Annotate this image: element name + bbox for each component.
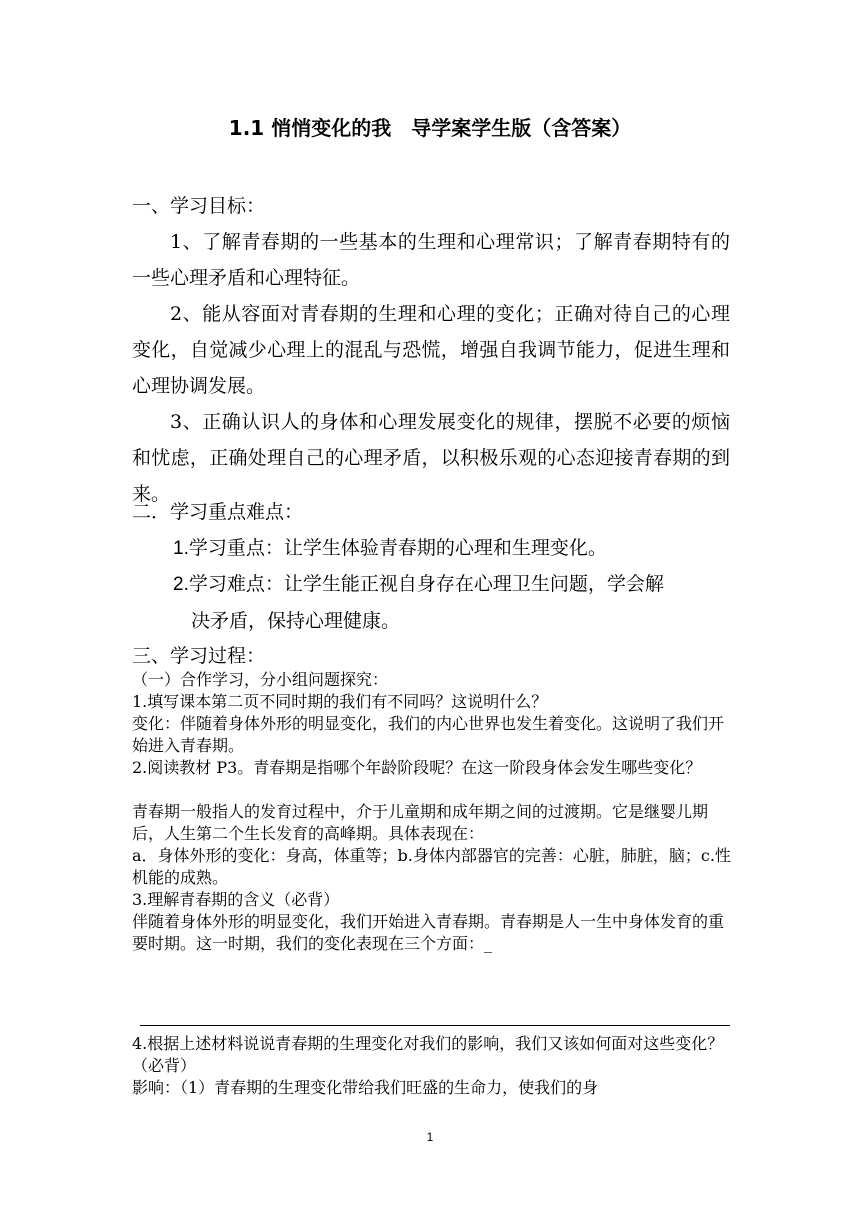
- answer-4: 影响：（1）青春期的生理变化带给我们旺盛的生命力，使我们的身: [132, 1078, 599, 1097]
- question-1: 1.填写课本第二页不同时期的我们有不同吗？这说明什么？: [132, 692, 548, 711]
- answer-2-details: a．身体外形的变化：身高，体重等；b.身体内部器官的完善：心脏，肺脏，脑；c.性机能的成熟。: [132, 846, 731, 887]
- section1-heading: 一、学习目标：: [132, 195, 266, 217]
- document-title: 1.1 悄悄变化的我 导学案学生版（含答案）: [228, 116, 632, 140]
- learning-goal-3: 3、正确认识人的身体和心理发展变化的规律，摆脱不必要的烦恼和忧虑，正确处理自己的心理矛盾，以积极乐观的心态迎接青春期的到来。: [132, 411, 730, 505]
- difficult-point-text: 学习难点：让学生能正视自身存在心理卫生问题，学会解: [188, 573, 664, 595]
- difficult-point-text-continued: 决矛盾，保持心理健康。: [191, 610, 401, 632]
- answer-1: 变化：伴随着身体外形的明显变化，我们的内心世界也发生着变化。这说明了我们开始进入青春期。: [132, 714, 725, 755]
- answer-3: 伴随着身体外形的明显变化，我们开始进入青春期。青春期是人一生中身体发育的重要时期。这一时期，我们的变化表现在三个方面：_: [132, 912, 725, 953]
- subsection-heading: （一）合作学习，分小组问题探究：: [132, 670, 389, 689]
- difficult-point-item: [173, 566, 733, 639]
- fill-in-blank-line: [140, 1025, 730, 1026]
- learning-goal-1: 1、了解青春期的一些基本的生理和心理常识；了解青春期特有的一些心理矛盾和心理特征。: [132, 231, 730, 289]
- question-3: 3.理解青春期的含义（必背）: [132, 890, 340, 909]
- difficult-point-number: 2.: [173, 574, 189, 595]
- question-2: 2.阅读教材 P3。青春期是指哪个年龄阶段呢？在这一阶段身体会发生哪些变化？: [132, 758, 702, 777]
- page-number: 1: [426, 1130, 434, 1144]
- key-point-text: 学习重点：让学生体验青春期的心理和生理变化。: [188, 537, 607, 559]
- answer-2: 青春期一般指人的发育过程中，介于儿童期和成年期之间的过渡期。它是继婴儿期后，人生第二个生长发育的高峰期。具体表现在：: [132, 802, 709, 843]
- key-point-item: [173, 530, 733, 567]
- section2-heading: 二．学习重点难点：: [132, 501, 304, 523]
- section3-heading: 三、学习过程：: [132, 645, 266, 667]
- question-4: 4.根据上述材料说说青春期的生理变化对我们的影响，我们又该如何面对这些变化？（必背）: [132, 1034, 724, 1075]
- learning-goal-2: 2、能从容面对青春期的生理和心理的变化；正确对待自己的心理变化，自觉减少心理上的混乱与恐慌，增强自我调节能力，促进生理和心理协调发展。: [132, 303, 730, 397]
- key-point-number: 1.: [173, 538, 189, 559]
